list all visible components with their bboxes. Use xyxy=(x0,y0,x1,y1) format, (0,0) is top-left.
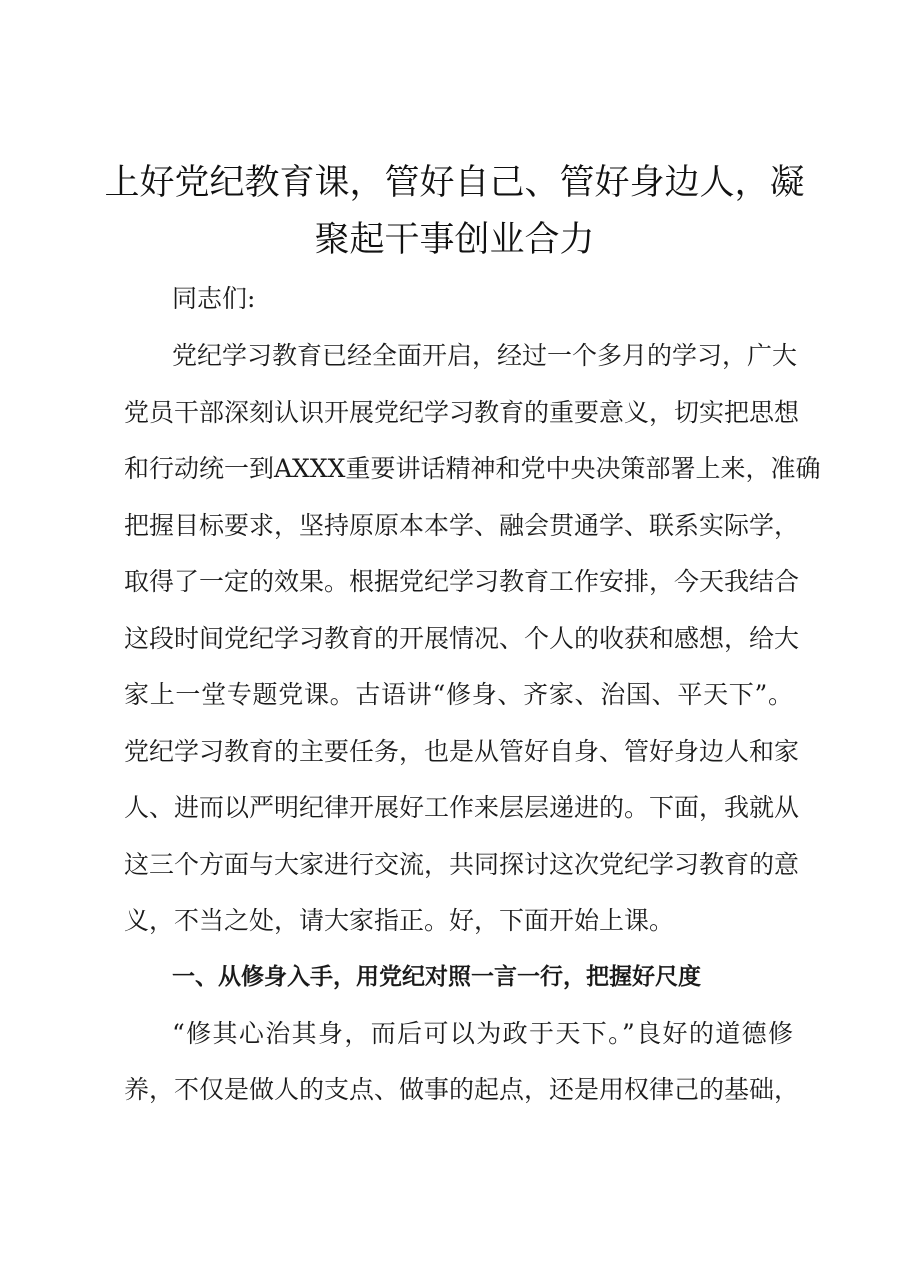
paragraph-1-line: 家上一堂专题党课。古语讲“修身、齐家、治国、平天下”。 xyxy=(124,680,793,709)
paragraph-1-line: 这段时间党纪学习教育的开展情况、个人的收获和感想，给大 xyxy=(124,624,800,653)
paragraph-1-line: 把握目标要求，坚持原原本本学、融会贯通学、联系实际学， xyxy=(124,511,800,540)
paragraph-1-line: 党员干部深刻认识开展党纪学习教育的重要意义，切实把思想 xyxy=(124,398,800,427)
section-1-heading: 一、从修身入手，用党纪对照一言一行，把握好尺度 xyxy=(172,964,701,990)
paragraph-1-line: 义，不当之处，请大家指正。好，下面开始上课。 xyxy=(124,906,675,935)
paragraph-2-line: 养，不仅是做人的支点、做事的起点，还是用权律己的基础， xyxy=(124,1075,800,1104)
document-title-line-1: 上好党纪教育课，管好自己、管好身边人，凝 xyxy=(104,163,805,203)
salutation: 同志们: xyxy=(172,284,256,313)
paragraph-1-line: 这三个方面与大家进行交流，共同探讨这次党纪学习教育的意 xyxy=(124,850,800,879)
paragraph-1-line: 党纪学习教育已经全面开启，经过一个多月的学习，广大 xyxy=(172,341,798,370)
paragraph-1-line: 党纪学习教育的主要任务，也是从管好自身、管好身边人和家 xyxy=(124,737,800,766)
document-title-line-2: 聚起干事创业合力 xyxy=(314,220,595,260)
paragraph-1-line: 取得了一定的效果。根据党纪学习教育工作安排，今天我结合 xyxy=(124,567,800,596)
paragraph-1-line: 人、进而以严明纪律开展好工作来层层递进的。下面，我就从 xyxy=(124,793,800,822)
paragraph-1-line: 和行动统一到AXXX重要讲话精神和党中央决策部署上来，准确 xyxy=(124,454,821,483)
paragraph-2-line: “修其心治其身，而后可以为政于天下。”良好的道德修 xyxy=(172,1019,793,1048)
